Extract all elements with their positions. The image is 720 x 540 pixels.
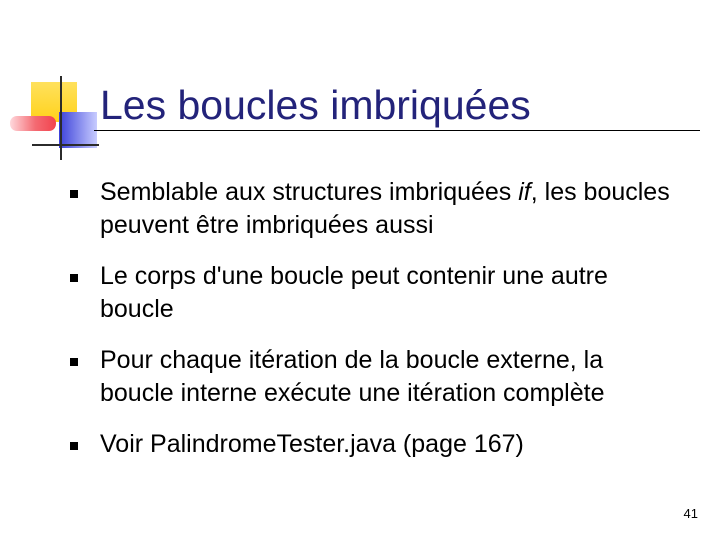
slide-title: Les boucles imbriquées xyxy=(100,82,531,128)
square-bullet-icon xyxy=(70,358,78,366)
bullet-text xyxy=(100,176,680,242)
slide-corner-logo xyxy=(0,0,110,170)
bullet-text: Voir PalindromeTester.java (page 167) xyxy=(100,430,524,458)
logo-red-bar xyxy=(10,116,56,131)
title-underline xyxy=(94,130,700,131)
square-bullet-icon xyxy=(70,442,78,450)
bullet-text: Le corps d'une boucle peut contenir une autre boucle xyxy=(100,262,608,323)
bullet-text: Pour chaque itération de la boucle externe, la boucle interne exécute une itération complète xyxy=(100,346,605,407)
logo-blue-square xyxy=(59,112,97,148)
page-number: 41 xyxy=(683,506,698,521)
bullet-text-start: Semblable aux structures imbriquées xyxy=(100,178,519,206)
bullet-text-emphasis: if xyxy=(518,178,531,206)
square-bullet-icon xyxy=(70,190,78,198)
square-bullet-icon xyxy=(70,274,78,282)
bullet-text-end: , les boucles peuvent être imbriquées aussi xyxy=(100,178,670,239)
